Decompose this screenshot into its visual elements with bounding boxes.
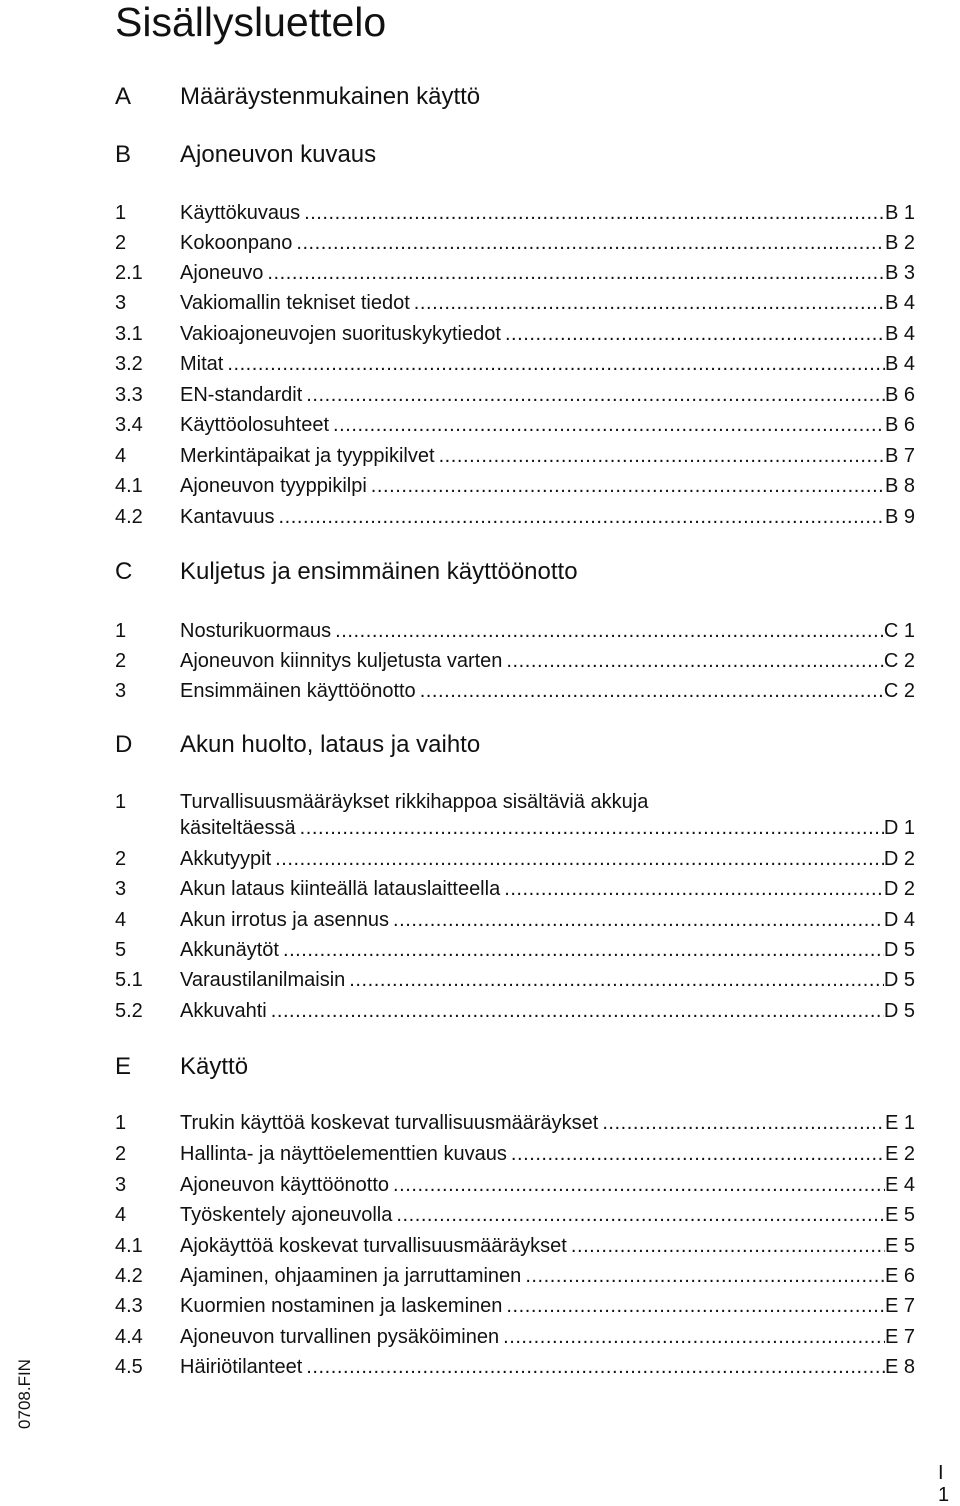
section-letter: A (115, 83, 132, 110)
entry-body (180, 260, 915, 286)
dot-leader (275, 504, 885, 530)
entry-line (180, 290, 915, 316)
entry-number: 2 (115, 848, 127, 870)
entry-body (180, 1263, 915, 1289)
entry-body (180, 1202, 915, 1228)
entry-line (180, 1172, 915, 1198)
dot-leader (263, 260, 885, 286)
dot-leader (392, 1202, 885, 1228)
entry-page-ref[interactable]: C 2 (883, 680, 915, 702)
entry-body (180, 876, 915, 902)
entry-body (180, 504, 915, 530)
entry-number: 3 (115, 292, 127, 314)
dot-leader (331, 618, 884, 644)
entry-line (180, 443, 915, 469)
entry-page-ref[interactable]: B 6 (884, 414, 915, 436)
entry-number: 3.2 (115, 353, 143, 375)
entry-line (180, 678, 915, 704)
section-letter: B (115, 141, 132, 168)
entry-line (180, 230, 915, 256)
entry-number: 3.3 (115, 384, 143, 406)
entry-number: 4.2 (115, 506, 143, 528)
entry-number: 2 (115, 650, 127, 672)
entry-body (180, 200, 915, 226)
entry-title: Ajoneuvon turvallinen pysäköiminen (180, 1326, 500, 1348)
entry-title: Kokoonpano (180, 232, 293, 254)
entry-number: 3 (115, 680, 127, 702)
entry-title: Akun lataus kiinteällä latauslaitteella (180, 878, 501, 900)
entry-page-ref[interactable]: D 5 (883, 939, 915, 961)
table-of-contents (115, 0, 915, 1482)
entry-number: 4.2 (115, 1265, 143, 1287)
entry-title-line (180, 789, 915, 815)
dot-leader (296, 815, 884, 841)
entry-number: 5 (115, 939, 127, 961)
entry-line (180, 998, 915, 1024)
entry-page-ref[interactable]: B 7 (884, 445, 915, 467)
entry-line (180, 846, 915, 872)
entry-line (180, 1293, 915, 1319)
entry-title-part: Turvallisuusmääräykset rikkihappoa sisältäviä akkuja (180, 791, 649, 813)
dot-leader (389, 1172, 885, 1198)
dot-leader (329, 412, 885, 438)
entry-line (180, 382, 915, 408)
entry-line (180, 937, 915, 963)
entry-body (180, 1110, 915, 1136)
entry-page-ref[interactable]: E 1 (884, 1112, 915, 1134)
entry-body (180, 1293, 915, 1319)
entry-number: 1 (115, 202, 127, 224)
entry-number: 4.5 (115, 1356, 143, 1378)
entry-title: Työskentely ajoneuvolla (180, 1204, 393, 1226)
entry-page-ref[interactable]: D 2 (883, 878, 915, 900)
entry-line (180, 412, 915, 438)
entry-body (180, 789, 915, 841)
entry-body (180, 443, 915, 469)
entry-title: Ajoneuvon tyyppikilpi (180, 475, 367, 497)
entry-number: 4 (115, 1204, 127, 1226)
entry-body (180, 937, 915, 963)
entry-number: 3.1 (115, 323, 143, 345)
entry-number: 5.1 (115, 969, 143, 991)
entry-line (180, 618, 915, 644)
entry-title: Vakiomallin tekniset tiedot (180, 292, 410, 314)
entry-page-ref[interactable]: D 5 (883, 1000, 915, 1022)
section-title: Käyttö (180, 1053, 249, 1080)
entry-line (180, 200, 915, 226)
entry-body (180, 1172, 915, 1198)
entry-body (180, 473, 915, 499)
entry-body (180, 1324, 915, 1350)
entry-title: Käyttöolosuhteet (180, 414, 329, 436)
entry-page-ref[interactable]: E 4 (884, 1174, 915, 1196)
dot-leader (416, 678, 884, 704)
entry-line (180, 473, 915, 499)
entry-title: Ajoneuvon käyttöönotto (180, 1174, 390, 1196)
entry-line (180, 1354, 915, 1380)
entry-title: Ensimmäinen käyttöönotto (180, 680, 416, 702)
entry-title: Trukin käyttöä koskevat turvallisuusmääräykset (180, 1112, 599, 1134)
entry-title: Häiriötilanteet (180, 1356, 303, 1378)
entry-title: Ajoneuvon kiinnitys kuljetusta varten (180, 650, 503, 672)
dot-leader (302, 382, 885, 408)
section-letter: C (115, 558, 133, 585)
entry-title: Varaustilanilmaisin (180, 969, 346, 991)
section-title: Kuljetus ja ensimmäinen käyttöönotto (180, 558, 578, 585)
entry-page-ref[interactable]: E 8 (884, 1356, 915, 1378)
entry-number: 4.1 (115, 1235, 143, 1257)
entry-page-ref[interactable]: D 4 (883, 909, 915, 931)
entry-body (180, 290, 915, 316)
entry-line (180, 815, 915, 841)
entry-body (180, 1233, 915, 1259)
page-title: Sisällysluettelo (115, 0, 387, 45)
entry-body (180, 648, 915, 674)
section-title: Ajoneuvon kuvaus (180, 141, 377, 168)
entry-number: 1 (115, 1112, 127, 1134)
entry-title: Ajaminen, ohjaaminen ja jarruttaminen (180, 1265, 522, 1287)
entry-number: 2.1 (115, 262, 143, 284)
entry-line (180, 1110, 915, 1136)
dot-leader (410, 290, 885, 316)
entry-page-ref[interactable]: B 4 (884, 292, 915, 314)
dot-leader (501, 321, 885, 347)
entry-number: 3 (115, 1174, 127, 1196)
entry-page-ref[interactable]: D 5 (883, 969, 915, 991)
dot-leader (389, 907, 884, 933)
entry-page-ref[interactable]: B 6 (884, 384, 915, 406)
entry-page-ref[interactable]: C 2 (883, 650, 915, 672)
entry-page-ref[interactable]: B 4 (884, 323, 915, 345)
section-title: Akun huolto, lataus ja vaihto (180, 731, 481, 758)
entry-body (180, 907, 915, 933)
entry-line (180, 648, 915, 674)
entry-body (180, 618, 915, 644)
dot-leader (521, 1263, 885, 1289)
entry-line (180, 876, 915, 902)
entry-page-ref[interactable]: B 3 (884, 262, 915, 284)
entry-line (180, 1263, 915, 1289)
dot-leader (500, 876, 884, 902)
entry-title: EN-standardit (180, 384, 303, 406)
section-title: Määräystenmukainen käyttö (180, 83, 481, 110)
entry-line (180, 504, 915, 530)
entry-title: Mitat (180, 353, 224, 375)
entry-title: Akun irrotus ja asennus (180, 909, 390, 931)
entry-number: 3 (115, 878, 127, 900)
entry-body (180, 1354, 915, 1380)
entry-line (180, 1233, 915, 1259)
entry-page-ref[interactable]: E 5 (884, 1204, 915, 1226)
entry-number: 2 (115, 1143, 127, 1165)
dot-leader (435, 443, 885, 469)
entry-number: 4.1 (115, 475, 143, 497)
entry-number: 2 (115, 232, 127, 254)
entry-title: käsiteltäessä (180, 817, 296, 839)
entry-page-ref[interactable]: E 6 (884, 1265, 915, 1287)
entry-title: Akkutyypit (180, 848, 272, 870)
entry-page-ref[interactable]: B 4 (884, 353, 915, 375)
dot-leader (502, 1293, 885, 1319)
entry-line (180, 321, 915, 347)
dot-leader (345, 967, 884, 993)
entry-title: Ajokäyttöä koskevat turvallisuusmääräykset (180, 1235, 567, 1257)
entry-number: 4.4 (115, 1326, 143, 1348)
dot-leader (502, 648, 883, 674)
entry-title: Nosturikuormaus (180, 620, 332, 642)
entry-page-ref[interactable]: E 7 (884, 1326, 915, 1348)
entry-number: 1 (115, 620, 127, 642)
page-number: I 1 (938, 1462, 950, 1506)
entry-body (180, 678, 915, 704)
dot-leader (292, 230, 885, 256)
entry-number: 3.4 (115, 414, 143, 436)
entry-title: Akkuvahti (180, 1000, 267, 1022)
dot-leader (302, 1354, 885, 1380)
entry-title: Kantavuus (180, 506, 275, 528)
entry-body (180, 1141, 915, 1167)
entry-body (180, 967, 915, 993)
section-letter: E (115, 1053, 132, 1080)
entry-page-ref[interactable]: C 1 (883, 620, 915, 642)
dot-leader (567, 1233, 885, 1259)
entry-page-ref[interactable]: E 5 (884, 1235, 915, 1257)
entry-line (180, 260, 915, 286)
entry-number: 4.3 (115, 1295, 143, 1317)
dot-leader (367, 473, 885, 499)
entry-line (180, 907, 915, 933)
entry-body (180, 230, 915, 256)
dot-leader (300, 200, 885, 226)
entry-page-ref[interactable]: D 2 (883, 848, 915, 870)
entry-title: Merkintäpaikat ja tyyppikilvet (180, 445, 435, 467)
entry-line (180, 1202, 915, 1228)
entry-line (180, 351, 915, 377)
dot-leader (598, 1110, 885, 1136)
entry-page-ref[interactable]: B 2 (884, 232, 915, 254)
entry-number: 5.2 (115, 1000, 143, 1022)
entry-line (180, 967, 915, 993)
dot-leader (507, 1141, 885, 1167)
entry-number: 1 (115, 791, 127, 813)
entry-title: Ajoneuvo (180, 262, 264, 284)
dot-leader (267, 998, 884, 1024)
entry-page-ref[interactable]: B 1 (884, 202, 915, 224)
entry-line (180, 1324, 915, 1350)
entry-title: Kuormien nostaminen ja laskeminen (180, 1295, 503, 1317)
dot-leader (223, 351, 885, 377)
entry-page-ref[interactable]: D 1 (883, 817, 915, 839)
entry-page-ref[interactable]: B 9 (884, 506, 915, 528)
entry-body (180, 412, 915, 438)
entry-number: 4 (115, 909, 127, 931)
entry-body (180, 321, 915, 347)
entry-title: Akkunäytöt (180, 939, 279, 961)
dot-leader (279, 937, 884, 963)
entry-title: Vakioajoneuvojen suorituskykytiedot (180, 323, 501, 345)
dot-leader (499, 1324, 885, 1350)
entry-line (180, 1141, 915, 1167)
entry-body (180, 351, 915, 377)
entry-title: Hallinta- ja näyttöelementtien kuvaus (180, 1143, 507, 1165)
entry-page-ref[interactable]: B 8 (884, 475, 915, 497)
entry-body (180, 382, 915, 408)
section-letter: D (115, 731, 133, 758)
entry-page-ref[interactable]: E 2 (884, 1143, 915, 1165)
entry-body (180, 846, 915, 872)
document-code: 0708.FIN (15, 1359, 34, 1429)
entry-body (180, 998, 915, 1024)
dot-leader (271, 846, 884, 872)
entry-title: Käyttökuvaus (180, 202, 301, 224)
entry-page-ref[interactable]: E 7 (884, 1295, 915, 1317)
entry-number: 4 (115, 445, 127, 467)
